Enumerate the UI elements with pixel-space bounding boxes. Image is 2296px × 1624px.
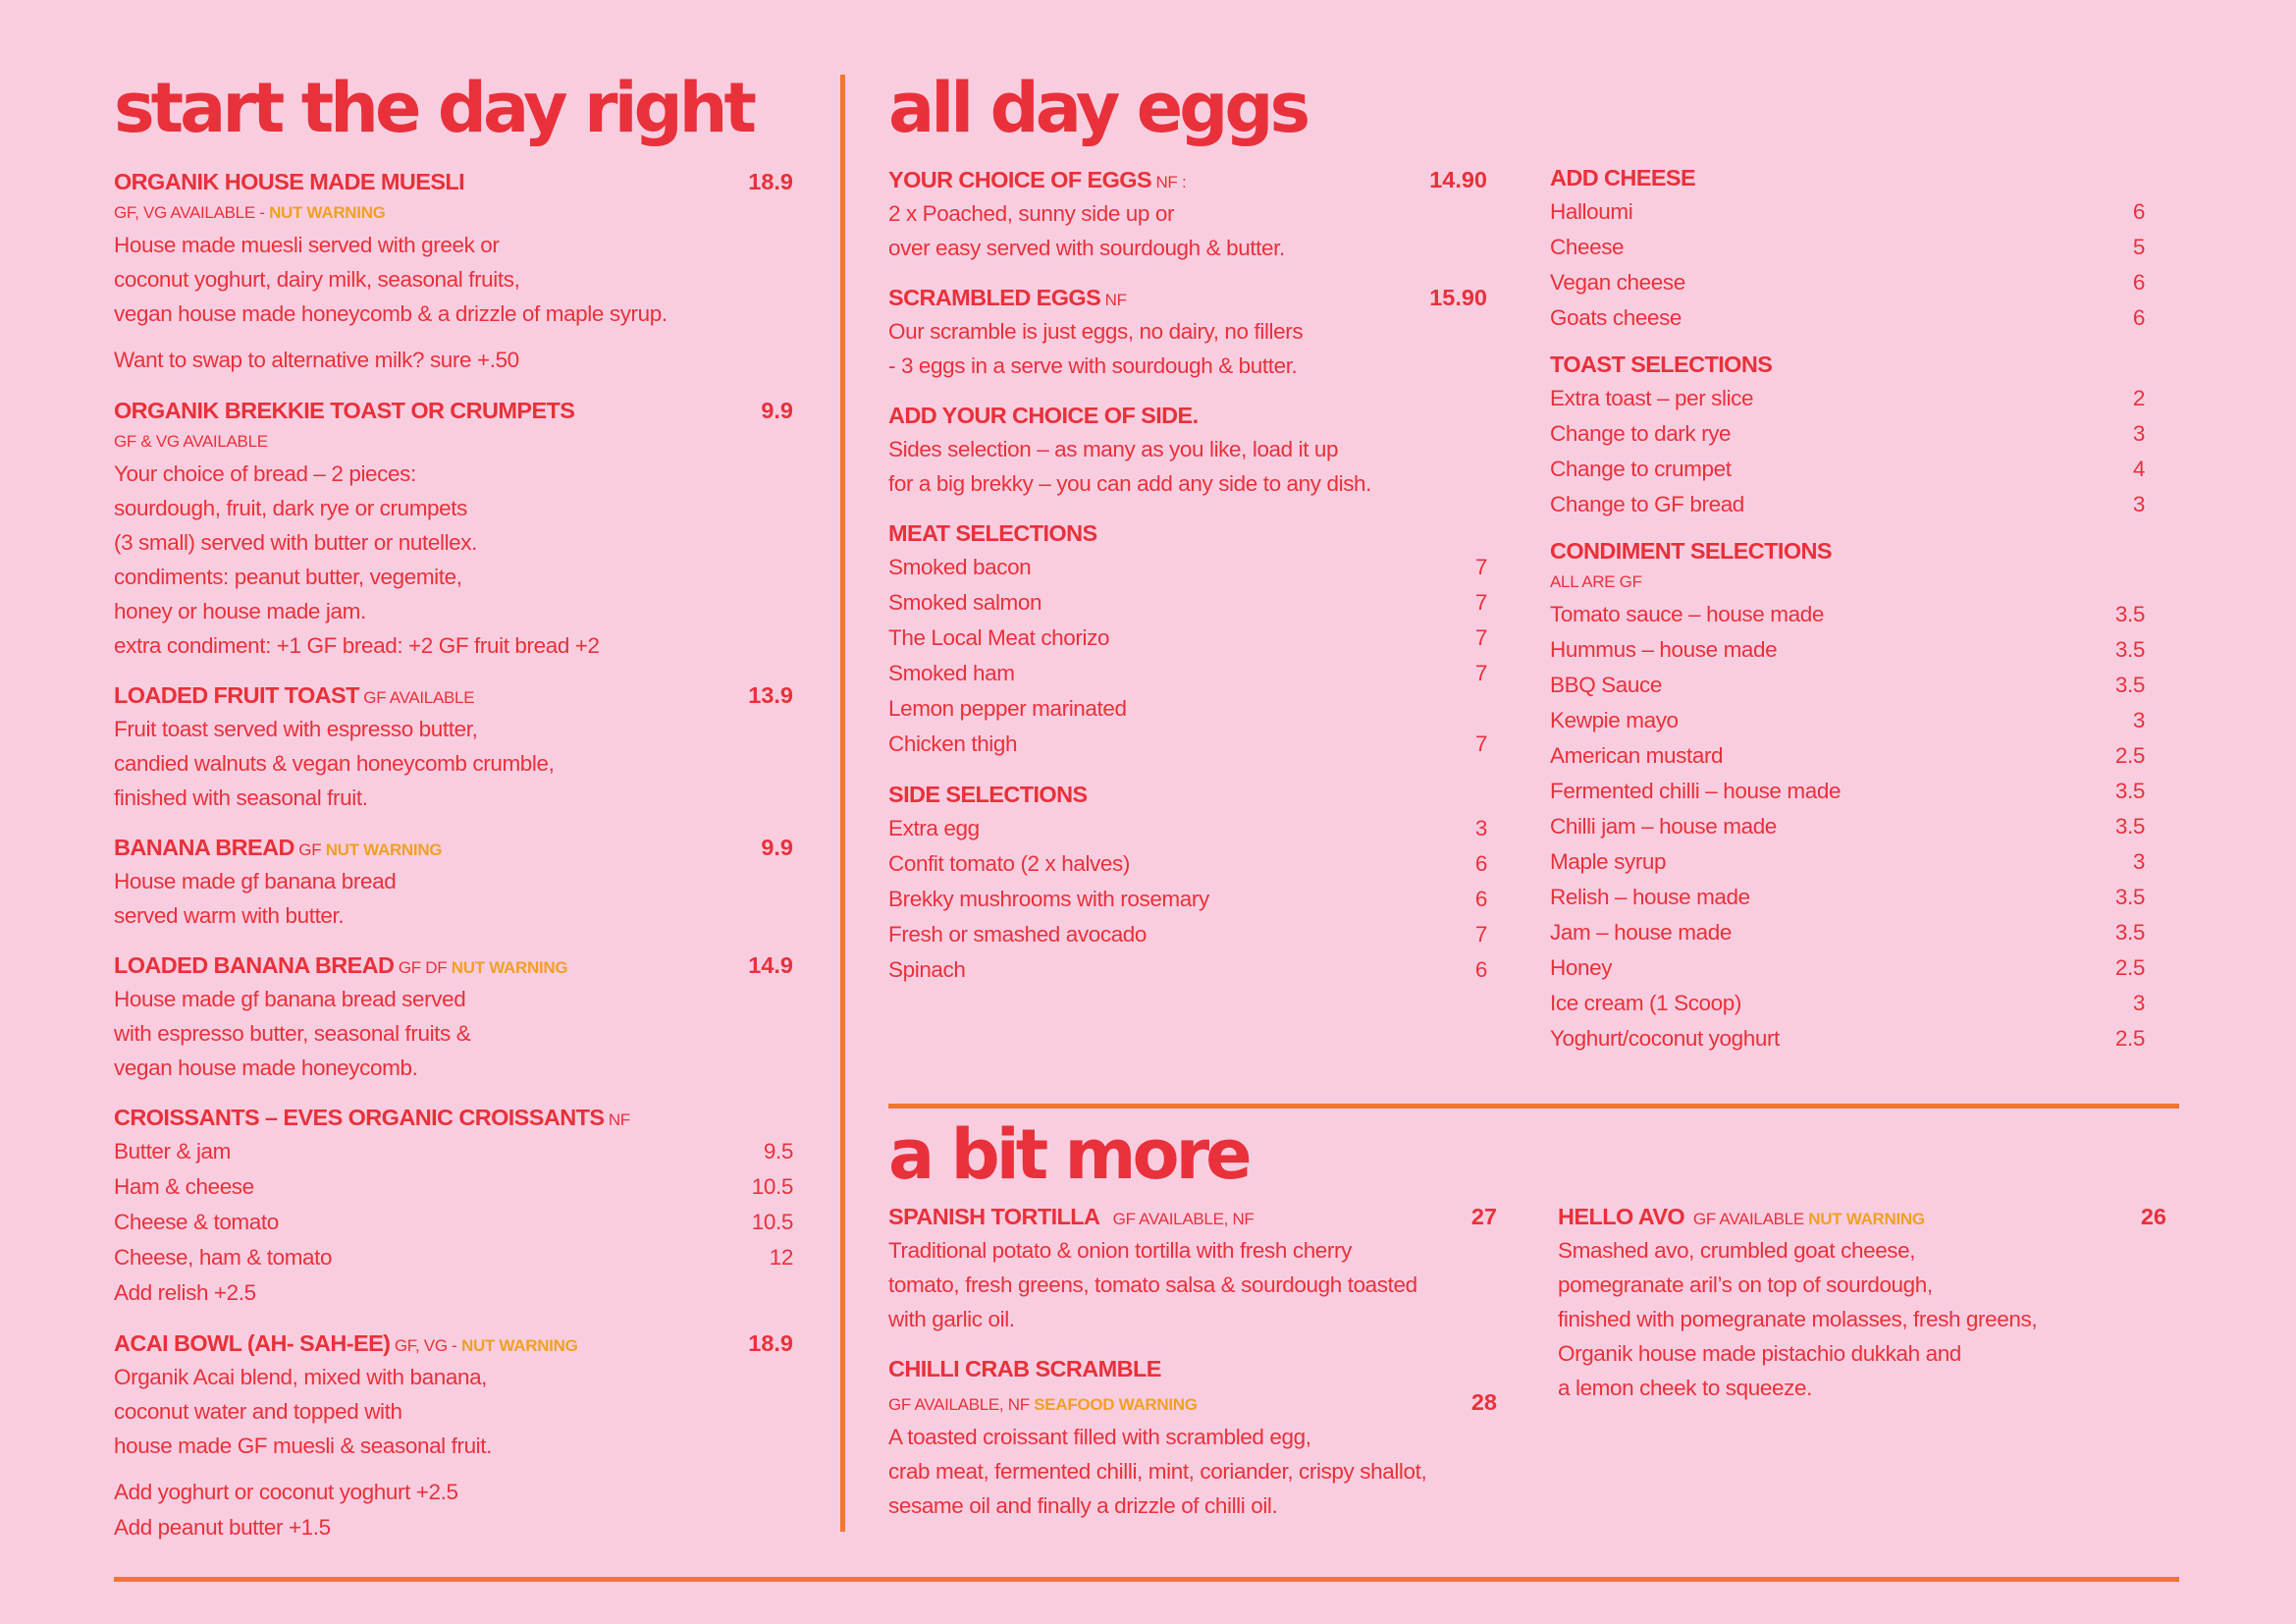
desc-line: - 3 eggs in a serve with sourdough & butter. [888, 353, 1298, 378]
vertical-divider [840, 75, 845, 1532]
desc-line: 2 x Poached, sunny side up or [888, 201, 1175, 226]
option-price: 3.5 [2114, 920, 2145, 945]
desc-line: condiments: peanut butter, vegemite, [114, 565, 462, 589]
option-name: BBQ Sauce [1550, 673, 1662, 697]
option-name: American mustard [1550, 743, 1724, 768]
option-name: Extra toast – per slice [1550, 386, 1754, 410]
option-name: Jam – house made [1550, 920, 1732, 945]
option-name: Extra egg [888, 816, 980, 840]
list-item [114, 1275, 793, 1311]
desc-line: coconut yoghurt, dairy milk, seasonal fruits, [114, 267, 520, 292]
item-name: SCRAMBLED EGGS [888, 285, 1101, 310]
item-description [114, 457, 793, 663]
menu-item-hello-avo [1558, 1200, 2166, 1405]
desc-line: Fruit toast served with espresso butter, [114, 717, 478, 741]
bottom-divider [114, 1577, 2179, 1582]
option-name: Tomato sauce – house made [1550, 602, 1824, 626]
desc-line: vegan house made honeycomb & a drizzle of maple syrup. [114, 301, 667, 326]
diet-tag: GF AVAILABLE, NF [888, 1395, 1035, 1414]
menu-item-scrambled-eggs [888, 281, 1487, 383]
meat-selections [888, 516, 1487, 762]
list-item [1550, 230, 2145, 265]
item-price: 13.9 [748, 682, 793, 708]
option-name: Brekky mushrooms with rosemary [888, 887, 1209, 911]
menu-item-acai-bowl [114, 1326, 793, 1545]
diet-tag: GF AVAILABLE [358, 688, 475, 707]
list-item [114, 1169, 793, 1205]
desc-line: sourdough, fruit, dark rye or crumpets [114, 496, 467, 520]
option-price: 3 [2132, 492, 2145, 516]
desc-line: Organik house made pistachio dukkah and [1558, 1341, 1961, 1366]
option-name: Change to GF bread [1550, 492, 1744, 516]
list-item [888, 811, 1487, 846]
option-price: 2.5 [2114, 743, 2145, 768]
option-name: Ham & cheese [114, 1174, 254, 1199]
item-description [888, 1420, 1497, 1523]
desc-line: finished with seasonal fruit. [114, 785, 368, 810]
option-name: Yoghurt/coconut yoghurt [1550, 1026, 1780, 1051]
option-name: Honey [1550, 955, 1613, 980]
list-item [1550, 703, 2145, 738]
diet-tag: NF [1100, 291, 1127, 309]
option-name: Relish – house made [1550, 885, 1750, 909]
option-price: 7 [1474, 555, 1487, 579]
item-extra [114, 1475, 793, 1545]
item-price: 28 [1470, 1389, 1497, 1415]
item-name: ADD YOUR CHOICE OF SIDE. [888, 403, 1199, 428]
item-name: ORGANIK BREKKIE TOAST OR CRUMPETS [114, 398, 575, 423]
option-price: 3 [2132, 991, 2145, 1015]
item-name: CROISSANTS – EVES ORGANIC CROISSANTS [114, 1105, 605, 1130]
diet-tag: GF DF [394, 958, 452, 977]
option-name: Chilli jam – house made [1550, 814, 1777, 839]
option-price: 3 [2132, 849, 2145, 874]
item-name: ORGANIK HOUSE MADE MUESLI [114, 169, 465, 194]
list-title: SIDE SELECTIONS [888, 782, 1088, 807]
option-price: 2.5 [2114, 1026, 2145, 1051]
desc-line: Organik Acai blend, mixed with banana, [114, 1365, 488, 1389]
desc-line: Smashed avo, crumbled goat cheese, [1558, 1238, 1916, 1263]
item-name: ACAI BOWL (AH- SAH-EE) [114, 1330, 391, 1356]
diet-tag: GF AVAILABLE [1684, 1210, 1809, 1228]
list-item [1550, 597, 2145, 632]
option-price: 4 [2132, 457, 2145, 481]
list-item [888, 691, 1487, 727]
list-item [1550, 487, 2145, 522]
section-title: all day eggs [888, 68, 1308, 148]
nut-warning: NUT WARNING [460, 1336, 578, 1355]
desc-line: a lemon cheek to squeeze. [1558, 1376, 1812, 1400]
option-name: Confit tomato (2 x halves) [888, 851, 1130, 876]
list-item [114, 1205, 793, 1240]
list-title: ADD CHEESE [1550, 165, 1696, 190]
desc-line: for a big brekky – you can add any side to any dish. [888, 471, 1372, 496]
item-price: 14.90 [1429, 167, 1487, 192]
list-item [888, 917, 1487, 952]
desc-line: with garlic oil. [888, 1307, 1015, 1331]
option-name: Spinach [888, 957, 966, 982]
item-description [1558, 1233, 2166, 1405]
option-price: 7 [1474, 590, 1487, 615]
desc-line: extra condiment: +1 GF bread: +2 GF fruit bread +2 [114, 633, 600, 658]
desc-line: honey or house made jam. [114, 599, 366, 623]
option-price: 6 [1474, 887, 1487, 911]
desc-line: (3 small) served with butter or nutellex. [114, 530, 478, 555]
start-the-day-section [114, 69, 793, 1545]
list-title: TOAST SELECTIONS [1550, 352, 1773, 377]
condiment-list [1550, 597, 2145, 1056]
item-description [888, 314, 1487, 383]
list-item [888, 952, 1487, 988]
desc-line: Traditional potato & onion tortilla with fresh cherry [888, 1238, 1352, 1263]
diet-tag: GF, VG AVAILABLE - [114, 203, 270, 222]
option-name: Change to crumpet [1550, 457, 1732, 481]
desc-line: with espresso butter, seasonal fruits & [114, 1021, 471, 1046]
option-price: 2.5 [2114, 955, 2145, 980]
extra-line: Add peanut butter +1.5 [114, 1515, 331, 1540]
diet-tag: ALL ARE GF [1550, 572, 1642, 591]
list-item [888, 727, 1487, 762]
option-name: Smoked ham [888, 661, 1015, 685]
option-price: 6 [2132, 199, 2145, 224]
option-name: Cheese, ham & tomato [114, 1245, 333, 1270]
item-description [114, 712, 793, 815]
option-name: Vegan cheese [1550, 270, 1685, 295]
option-price: 10.5 [751, 1174, 793, 1199]
menu-item-spanish-tortilla [888, 1200, 1497, 1336]
item-price: 14.9 [748, 952, 793, 978]
list-item [1550, 774, 2145, 809]
desc-line: coconut water and topped with [114, 1399, 402, 1424]
option-price: 3.5 [2114, 779, 2145, 803]
addons-section [1550, 161, 2145, 1056]
item-price: 9.9 [761, 835, 793, 860]
desc-line: sesame oil and finally a drizzle of chilli oil. [888, 1493, 1278, 1518]
item-description [888, 1233, 1497, 1336]
desc-line: candied walnuts & vegan honeycomb crumble, [114, 751, 555, 776]
option-name: Goats cheese [1550, 305, 1682, 330]
desc-line: Our scramble is just eggs, no dairy, no fillers [888, 319, 1304, 344]
list-item [888, 882, 1487, 917]
option-name: Fermented chilli – house made [1550, 779, 1842, 803]
item-name: SPANISH TORTILLA [888, 1204, 1100, 1229]
desc-line: vegan house made honeycomb. [114, 1056, 418, 1080]
item-price: 9.9 [761, 398, 793, 423]
all-day-eggs-section [888, 69, 1487, 988]
option-price: 3.5 [2114, 673, 2145, 697]
nut-warning: NUT WARNING [1808, 1210, 1925, 1228]
option-price: 6 [2132, 305, 2145, 330]
section-divider [888, 1104, 2179, 1109]
add-cheese [1550, 161, 2145, 336]
desc-line: served warm with butter. [114, 903, 345, 928]
meat-list [888, 550, 1487, 762]
toast-selections [1550, 348, 2145, 522]
list-item [1550, 381, 2145, 416]
item-price: 26 [2140, 1204, 2166, 1229]
list-item [1550, 265, 2145, 300]
option-name: Cheese & tomato [114, 1210, 279, 1234]
croissant-list [114, 1134, 793, 1311]
nut-warning: NUT WARNING [325, 840, 443, 859]
option-price: 7 [1474, 661, 1487, 685]
desc-line: house made GF muesli & seasonal fruit. [114, 1434, 492, 1458]
item-description [114, 228, 793, 331]
list-item [1550, 950, 2145, 986]
cheese-list [1550, 194, 2145, 336]
a-bit-more-right [1558, 1200, 2166, 1405]
item-name: LOADED FRUIT TOAST [114, 682, 359, 708]
option-price: 7 [1474, 922, 1487, 947]
item-extra: Want to swap to alternative milk? sure +.50 [114, 348, 519, 372]
option-name: Chicken thigh [888, 731, 1018, 756]
option-price: 7 [1474, 731, 1487, 756]
nut-warning: NUT WARNING [451, 958, 568, 977]
option-name: Smoked bacon [888, 555, 1032, 579]
item-price: 15.90 [1429, 285, 1487, 310]
option-price: 3.5 [2114, 885, 2145, 909]
list-item [1550, 194, 2145, 230]
menu-item-muesli [114, 165, 793, 378]
option-name: Cheese [1550, 235, 1625, 259]
list-item [114, 1134, 793, 1169]
option-price: 5 [2132, 235, 2145, 259]
diet-tag: GF [294, 840, 326, 859]
option-price: 6 [1474, 851, 1487, 876]
list-item [1550, 738, 2145, 774]
diet-tag: NF [604, 1110, 630, 1129]
diet-tag: GF & VG AVAILABLE [114, 432, 268, 451]
diet-tag: GF, VG - [390, 1336, 461, 1355]
option-price: 7 [1474, 625, 1487, 650]
list-item [114, 1240, 793, 1275]
option-price: 9.5 [763, 1139, 793, 1164]
option-name: Maple syrup [1550, 849, 1667, 874]
option-name: Fresh or smashed avocado [888, 922, 1148, 947]
desc-line: A toasted croissant filled with scrambled egg, [888, 1425, 1311, 1449]
option-price: 3 [1474, 816, 1487, 840]
item-name: BANANA BREAD [114, 835, 294, 860]
desc-line: crab meat, fermented chilli, mint, coriander, crispy shallot, [888, 1459, 1427, 1484]
list-title: MEAT SELECTIONS [888, 520, 1097, 546]
menu-item-toast [114, 394, 793, 663]
menu-item-banana-bread [114, 831, 793, 933]
desc-line: tomato, fresh greens, tomato salsa & sourdough toasted [888, 1272, 1417, 1297]
option-name: Hummus – house made [1550, 637, 1778, 662]
list-item [1550, 416, 2145, 452]
list-item [888, 585, 1487, 621]
a-bit-more-left [888, 1200, 1497, 1523]
desc-line: House made gf banana bread served [114, 987, 466, 1011]
desc-line: Sides selection – as many as you like, load it up [888, 437, 1339, 461]
sides-list [888, 811, 1487, 988]
list-item [888, 656, 1487, 691]
option-price: 3.5 [2114, 602, 2145, 626]
list-item [1550, 300, 2145, 336]
item-description [114, 864, 793, 933]
desc-line: over easy served with sourdough & butter. [888, 236, 1285, 260]
option-price: 6 [2132, 270, 2145, 295]
item-description [114, 1360, 793, 1463]
option-name: The Local Meat chorizo [888, 625, 1110, 650]
extra-line: Add yoghurt or coconut yoghurt +2.5 [114, 1480, 458, 1504]
option-price: 3 [2132, 708, 2145, 732]
list-item [1550, 668, 2145, 703]
item-price: 18.9 [748, 1330, 793, 1356]
option-price: 3 [2132, 421, 2145, 446]
list-item [1550, 880, 2145, 915]
option-name: Add relish +2.5 [114, 1280, 256, 1305]
condiment-selections [1550, 534, 2145, 1056]
item-price: 18.9 [748, 169, 793, 194]
option-price: 10.5 [751, 1210, 793, 1234]
option-name: Butter & jam [114, 1139, 231, 1164]
diet-tag: NF : [1151, 173, 1187, 191]
list-item [1550, 844, 2145, 880]
list-item [1550, 452, 2145, 487]
option-name: Halloumi [1550, 199, 1633, 224]
nut-warning: NUT WARNING [269, 203, 386, 222]
desc-line: finished with pomegranate molasses, fresh greens, [1558, 1307, 2038, 1331]
item-description [888, 196, 1487, 265]
list-item [1550, 1021, 2145, 1056]
option-price: 3.5 [2114, 637, 2145, 662]
menu-item-fruit-toast [114, 678, 793, 815]
item-name: HELLO AVO [1558, 1204, 1685, 1229]
side-selections [888, 778, 1487, 988]
menu-item-loaded-banana-bread [114, 948, 793, 1085]
desc-line: pomegranate aril’s on top of sourdough, [1558, 1272, 1933, 1297]
list-item [1550, 632, 2145, 668]
list-item [888, 621, 1487, 656]
option-price: 3.5 [2114, 814, 2145, 839]
option-price: 12 [769, 1245, 793, 1270]
option-name: Kewpie mayo [1550, 708, 1679, 732]
seafood-warning: SEAFOOD WARNING [1034, 1395, 1198, 1414]
option-name: Change to dark rye [1550, 421, 1732, 446]
item-description [888, 432, 1487, 501]
option-name: Smoked salmon [888, 590, 1042, 615]
item-name: YOUR CHOICE OF EGGS [888, 167, 1152, 192]
item-name: LOADED BANANA BREAD [114, 952, 395, 978]
item-description [114, 982, 793, 1085]
diet-tag: GF AVAILABLE, NF [1099, 1210, 1255, 1228]
list-item [1550, 986, 2145, 1021]
menu-item-chilli-crab-scramble [888, 1352, 1497, 1523]
list-item [1550, 809, 2145, 844]
desc-line: House made gf banana bread [114, 869, 397, 893]
desc-line: Your choice of bread – 2 pieces: [114, 461, 416, 486]
list-item [888, 846, 1487, 882]
desc-line: House made muesli served with greek or [114, 233, 500, 257]
option-price: 6 [1474, 957, 1487, 982]
list-title: CONDIMENT SELECTIONS [1550, 538, 1832, 564]
menu-item-choice-of-eggs [888, 163, 1487, 265]
toast-list [1550, 381, 2145, 522]
section-title: a bit more [888, 1114, 1249, 1195]
option-price: 2 [2132, 386, 2145, 410]
add-side-info [888, 399, 1487, 501]
option-name: Lemon pepper marinated [888, 696, 1127, 721]
list-item [888, 550, 1487, 585]
item-price: 27 [1470, 1204, 1497, 1229]
option-name: Ice cream (1 Scoop) [1550, 991, 1741, 1015]
list-item [1550, 915, 2145, 950]
section-title: start the day right [114, 68, 753, 148]
menu-item-croissants [114, 1101, 793, 1311]
item-name: CHILLI CRAB SCRAMBLE [888, 1356, 1161, 1381]
